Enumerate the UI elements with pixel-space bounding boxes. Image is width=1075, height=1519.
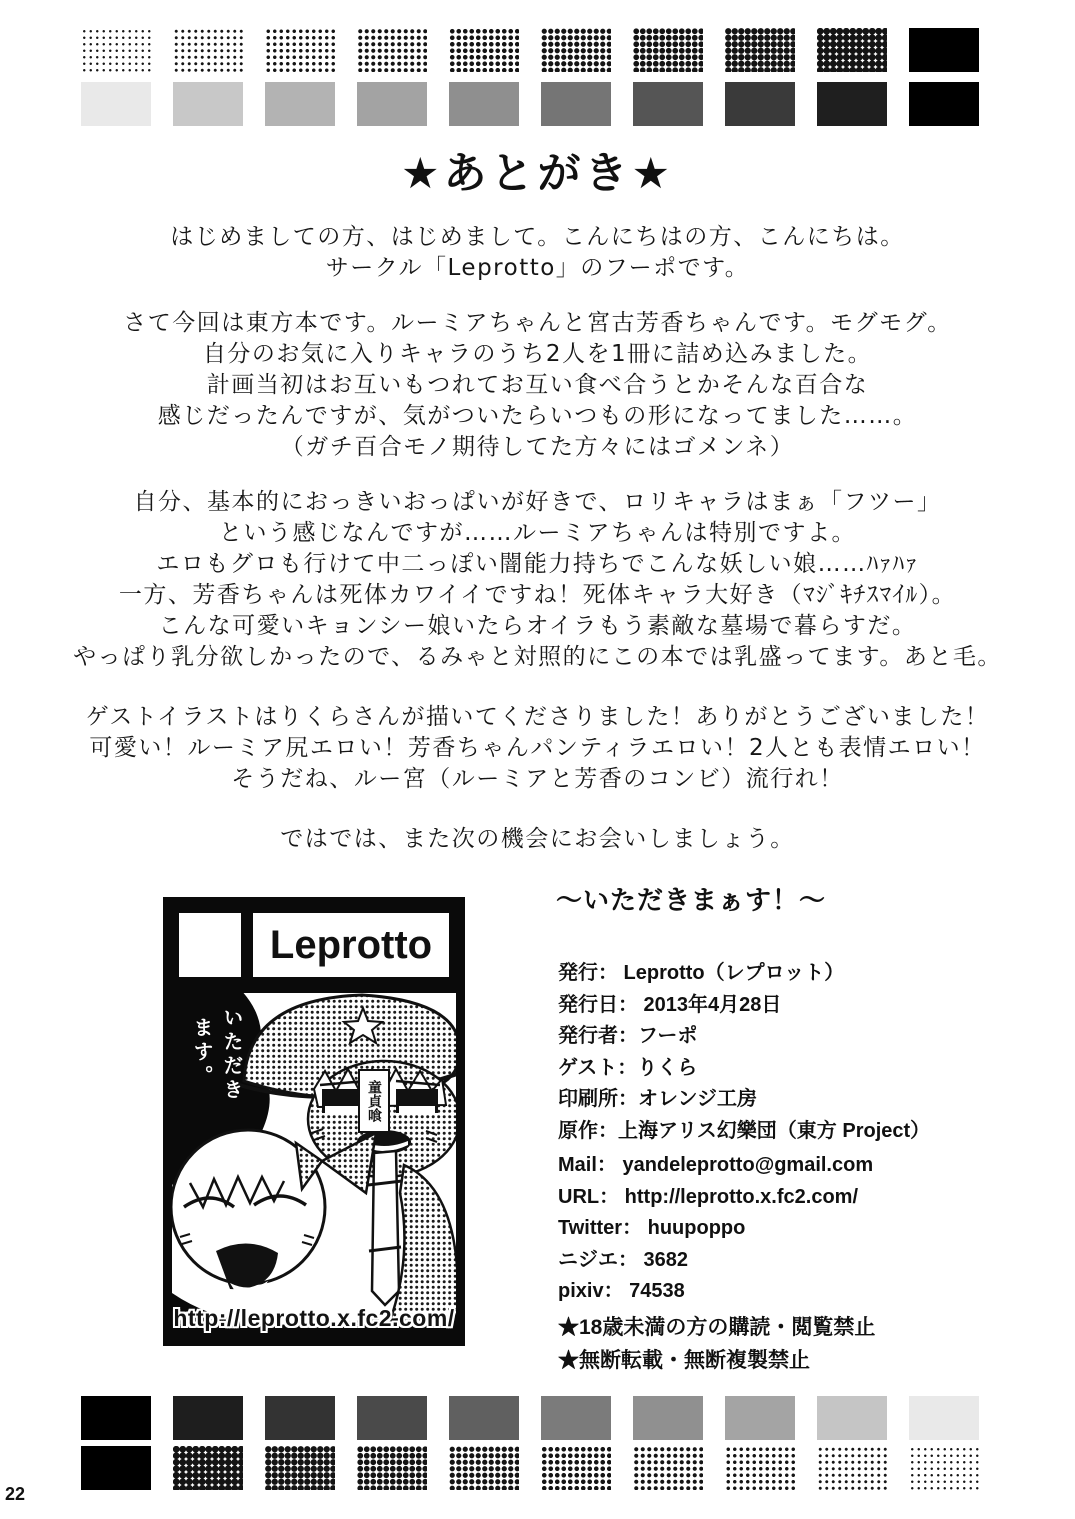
calibration-swatch bbox=[81, 82, 151, 126]
calibration-swatch bbox=[357, 1396, 427, 1440]
text-line: 原作：上海アリス幻樂団（東方 Project） bbox=[558, 1119, 931, 1142]
text-line: という感じなんですが……ルーミアちゃんは特別ですよ。 bbox=[219, 520, 856, 546]
text-line: 感じだったんですが、気がついたらいつもの形になってました……。 bbox=[157, 403, 918, 429]
calibration-swatch bbox=[909, 28, 979, 72]
calibration-swatch bbox=[725, 1446, 795, 1490]
calibration-swatch bbox=[633, 82, 703, 126]
text-line: やっぱり乳分欲しかったので、るみゃと対照的にこの本では乳盛ってます。あと毛。 bbox=[73, 644, 1002, 670]
calibration-swatch bbox=[909, 1446, 979, 1490]
calibration-swatch bbox=[265, 28, 335, 72]
calibration-swatch bbox=[265, 1396, 335, 1440]
text-line: ゲストイラストはりくらさんが描いてくださりました！ありがとうございました！ bbox=[85, 704, 990, 730]
calibration-swatch bbox=[449, 1396, 519, 1440]
calibration-swatch bbox=[449, 28, 519, 72]
notice-lines bbox=[558, 1311, 875, 1377]
text-line: ★18歳未満の方の購読・閲覧禁止 bbox=[558, 1316, 876, 1339]
text-line: サークル「Leprotto」のフーポです。 bbox=[325, 255, 750, 281]
text-line: URL： http://leprotto.x.fc2.com/ bbox=[558, 1185, 858, 1208]
afterword-paragraph bbox=[0, 308, 1075, 463]
logo-mark bbox=[179, 913, 241, 977]
calibration-swatch bbox=[725, 1396, 795, 1440]
calibration-swatch bbox=[81, 28, 151, 72]
calibration-swatch bbox=[173, 1446, 243, 1490]
afterword-paragraph bbox=[0, 222, 1075, 284]
text-line: （ガチ百合モノ期待してた方々にはゴメンネ） bbox=[280, 434, 795, 460]
calibration-swatch bbox=[173, 82, 243, 126]
calibration-swatch bbox=[909, 82, 979, 126]
calibration-swatch bbox=[817, 28, 887, 72]
calibration-swatch bbox=[357, 82, 427, 126]
text-line: 自分、基本的におっきいおっぱいが好きで、ロリキャラはまぁ「フツー」 bbox=[133, 489, 942, 515]
afterword-paragraph bbox=[0, 824, 1075, 855]
speech-vertical-text: いただき bbox=[220, 1007, 244, 1103]
calibration-swatch bbox=[265, 1446, 335, 1490]
speech-vertical-text: ます。 bbox=[190, 1017, 214, 1089]
calibration-swatch bbox=[173, 1396, 243, 1440]
calibration-swatch bbox=[541, 28, 611, 72]
calibration-swatch bbox=[541, 1396, 611, 1440]
text-line: ではでは、また次の機会にお会いしましょう。 bbox=[280, 826, 795, 852]
publication-info bbox=[558, 958, 930, 1147]
text-line: ゲスト：りくら bbox=[558, 1056, 698, 1079]
text-line: 印刷所：オレンジ工房 bbox=[558, 1088, 757, 1110]
text-line: そうだね、ルー宮（ルーミアと芳香のコンビ）流行れ！ bbox=[231, 766, 844, 792]
chibi-illustration bbox=[172, 993, 456, 1337]
calibration-swatch bbox=[817, 1446, 887, 1490]
text-line: pixiv： 74538 bbox=[558, 1280, 685, 1302]
text-line: 計画当初はお互いもつれてお互い食べ合うとかそんな百合な bbox=[206, 372, 869, 398]
text-line: エロもグロも行けて中二っぽい闇能力持ちでこんな妖しい娘……ﾊｧﾊｧ bbox=[156, 551, 919, 577]
calibration-swatch bbox=[81, 1396, 151, 1440]
page-number: 22 bbox=[5, 1484, 26, 1504]
text-line: ★無断転載・無断複製禁止 bbox=[558, 1349, 810, 1372]
circle-logo: Leprotto bbox=[253, 913, 449, 977]
colophon-title: ～いただきまぁす！～ bbox=[556, 885, 827, 915]
calibration-swatch bbox=[357, 28, 427, 72]
calibration-row-bottom-halftone bbox=[81, 1446, 979, 1490]
afterword-title: ★あとがき★ bbox=[400, 149, 675, 199]
illustration-box bbox=[163, 897, 465, 1346]
calibration-row-top-solid bbox=[81, 82, 979, 126]
text-line: 可愛い！ルーミア尻エロい！芳香ちゃんパンティラエロい！2人とも表情エロい！ bbox=[89, 735, 986, 761]
text-line: Mail： yandeleprotto@gmail.com bbox=[558, 1154, 874, 1176]
text-line: 自分のお気に入りキャラのうち2人を1冊に詰め込みました。 bbox=[202, 341, 873, 367]
ofuda-label: 童貞喰 bbox=[358, 1069, 390, 1133]
text-line: 一方、芳香ちゃんは死体カワイイですね！死体キャラ大好き（ﾏｼﾞｷﾁｽﾏｲﾙ）。 bbox=[118, 582, 957, 608]
text-line: 発行： Leprotto（レプロット） bbox=[558, 962, 845, 984]
text-line: Twitter： huupoppo bbox=[558, 1217, 746, 1239]
calibration-row-top-halftone bbox=[81, 28, 979, 72]
text-line: はじめましての方、はじめまして。こんにちはの方、こんにちは。 bbox=[170, 224, 905, 250]
afterword-paragraph bbox=[0, 487, 1075, 673]
calibration-swatch bbox=[265, 82, 335, 126]
calibration-swatch bbox=[633, 1446, 703, 1490]
calibration-swatch bbox=[725, 82, 795, 126]
calibration-swatch bbox=[541, 1446, 611, 1490]
calibration-swatch bbox=[81, 1446, 151, 1490]
calibration-swatch bbox=[633, 1396, 703, 1440]
text-line: さて今回は東方本です。ルーミアちゃんと宮古芳香ちゃんです。モグモグ。 bbox=[123, 310, 952, 336]
contact-info bbox=[558, 1150, 873, 1308]
calibration-swatch bbox=[817, 1396, 887, 1440]
text-line: 発行者：フーポ bbox=[558, 1025, 698, 1047]
calibration-swatch bbox=[449, 82, 519, 126]
calibration-swatch bbox=[173, 28, 243, 72]
calibration-swatch bbox=[817, 82, 887, 126]
text-line: 発行日： 2013年4月28日 bbox=[558, 993, 782, 1016]
calibration-swatch bbox=[541, 82, 611, 126]
calibration-swatch bbox=[725, 28, 795, 72]
calibration-swatch bbox=[633, 28, 703, 72]
calibration-swatch bbox=[909, 1396, 979, 1440]
text-line: こんな可愛いキョンシー娘いたらオイラもう素敵な墓場で暮らすだ。 bbox=[158, 613, 917, 639]
afterword-paragraph bbox=[0, 702, 1075, 795]
text-line: ニジエ： 3682 bbox=[558, 1248, 689, 1271]
calibration-swatch bbox=[449, 1446, 519, 1490]
calibration-swatch bbox=[357, 1446, 427, 1490]
calibration-row-bottom-solid bbox=[81, 1396, 979, 1440]
illustration-url: http://leprotto.x.fc2.com/ bbox=[173, 1305, 455, 1331]
